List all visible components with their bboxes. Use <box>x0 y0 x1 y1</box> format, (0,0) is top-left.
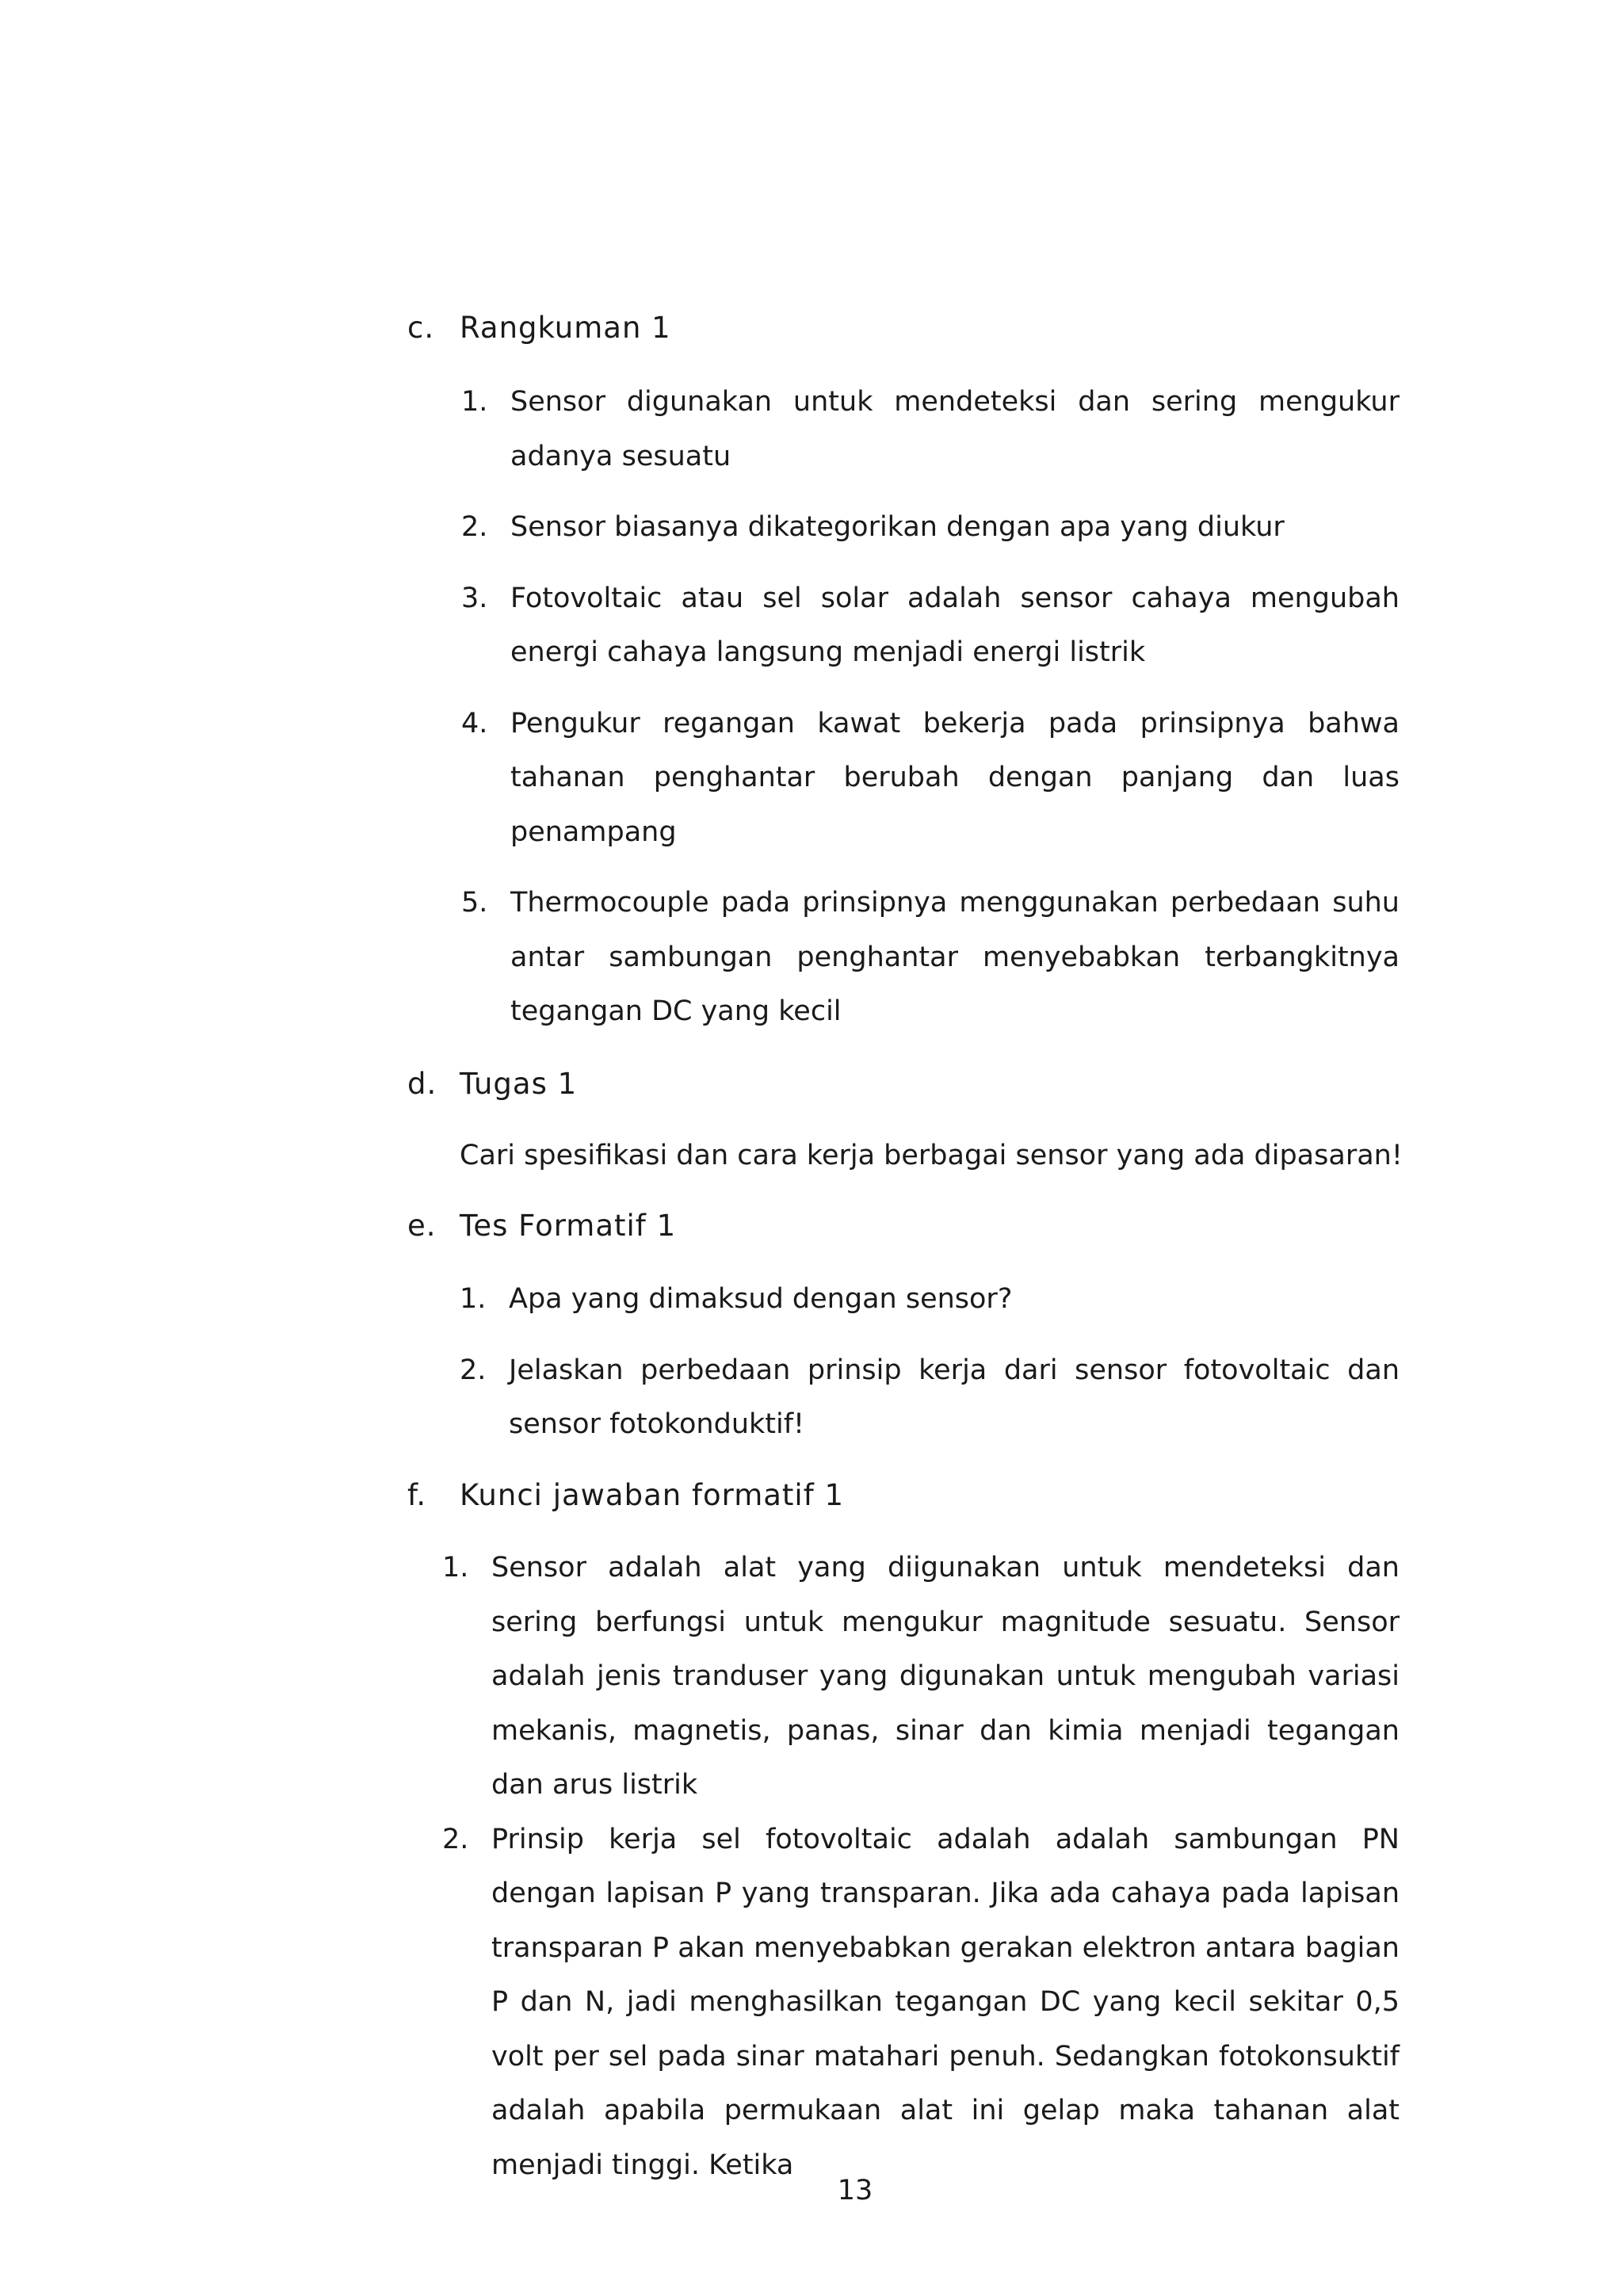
section-c-heading <box>407 311 671 345</box>
list-item-text: Sensor biasanya dikategorikan dengan apa yang diukur <box>510 511 1285 543</box>
list-item-text: Fotovoltaic atau sel solar adalah sensor cahaya mengubah energi cahaya langsung menjadi energi listrik <box>510 582 1400 668</box>
answer-key-list <box>442 1541 1400 2192</box>
list-item-number: 2. <box>460 1354 487 1386</box>
section-e-title: Tes Formatif 1 <box>460 1209 677 1243</box>
section-d-title: Tugas 1 <box>460 1067 578 1101</box>
section-c-title: Rangkuman 1 <box>460 311 671 345</box>
list-item <box>460 1343 1400 1452</box>
list-item <box>461 697 1400 860</box>
section-e-heading <box>407 1209 676 1243</box>
list-item-text: Sensor adalah alat yang diigunakan untuk mendeteksi dan sering berfungsi untuk mengukur magnitude sesuatu. Sensor adalah jenis tranduser yang digunakan untuk mengubah variasi mekanis, magnetis, panas, sinar dan kimia menjadi tegangan dan arus listrik <box>491 1552 1400 1801</box>
list-item-text: Prinsip kerja sel fotovoltaic adalah adalah sambungan PN dengan lapisan P yang transparan. Jika ada cahaya pada lapisan transparan P akan menyebabkan gerakan elektron antara bagian P dan N, jadi menghasilkan tegangan DC yang kecil sekitar 0,5 volt per sel pada sinar matahari penuh. Sedangkan fotokonsuktif adalah apabila permukaan alat ini gelap maka tahanan alat menjadi tinggi. Ketika <box>491 1823 1400 2181</box>
list-item-number: 2. <box>442 1823 469 1855</box>
list-item-text: Thermocouple pada prinsipnya menggunakan perbedaan suhu antar sambungan penghantar menyebabkan terbangkitnya tegangan DC yang kecil <box>510 887 1400 1027</box>
page-number: 13 <box>837 2175 873 2206</box>
list-item-number: 3. <box>461 582 488 614</box>
list-item-number: 4. <box>461 707 488 739</box>
list-item-text: Apa yang dimaksud dengan sensor? <box>509 1283 1013 1315</box>
list-item <box>461 375 1400 483</box>
section-e-marker: e. <box>407 1209 437 1243</box>
list-item <box>461 500 1400 555</box>
section-d-heading <box>407 1067 577 1101</box>
summary-list <box>461 375 1400 1056</box>
list-item <box>461 571 1400 680</box>
task-text: Cari spesifikasi dan cara kerja berbagai sensor yang ada dipasaran! <box>460 1140 1403 1171</box>
list-item-text: Sensor digunakan untuk mendeteksi dan sering mengukur adanya sesuatu <box>510 386 1400 472</box>
section-f-title: Kunci jawaban formatif 1 <box>460 1478 845 1512</box>
list-item-number: 2. <box>461 511 488 543</box>
list-item <box>442 1813 1400 2193</box>
list-item-text: Jelaskan perbedaan prinsip kerja dari sensor fotovoltaic dan sensor fotokonduktif! <box>509 1354 1400 1440</box>
section-f-heading <box>407 1478 844 1512</box>
list-item-number: 1. <box>460 1283 487 1315</box>
section-d-marker: d. <box>407 1067 437 1101</box>
list-item <box>442 1541 1400 1813</box>
list-item-text: Pengukur regangan kawat bekerja pada prinsipnya bahwa tahanan penghantar berubah dengan panjang dan luas penampang <box>510 707 1400 848</box>
list-item-number: 1. <box>442 1552 469 1584</box>
formative-test-list <box>460 1272 1400 1469</box>
list-item-number: 1. <box>461 386 488 418</box>
section-c-marker: c. <box>407 311 435 345</box>
list-item <box>460 1272 1400 1327</box>
list-item-number: 5. <box>461 887 488 919</box>
list-item <box>461 876 1400 1039</box>
section-f-marker: f. <box>407 1478 427 1512</box>
